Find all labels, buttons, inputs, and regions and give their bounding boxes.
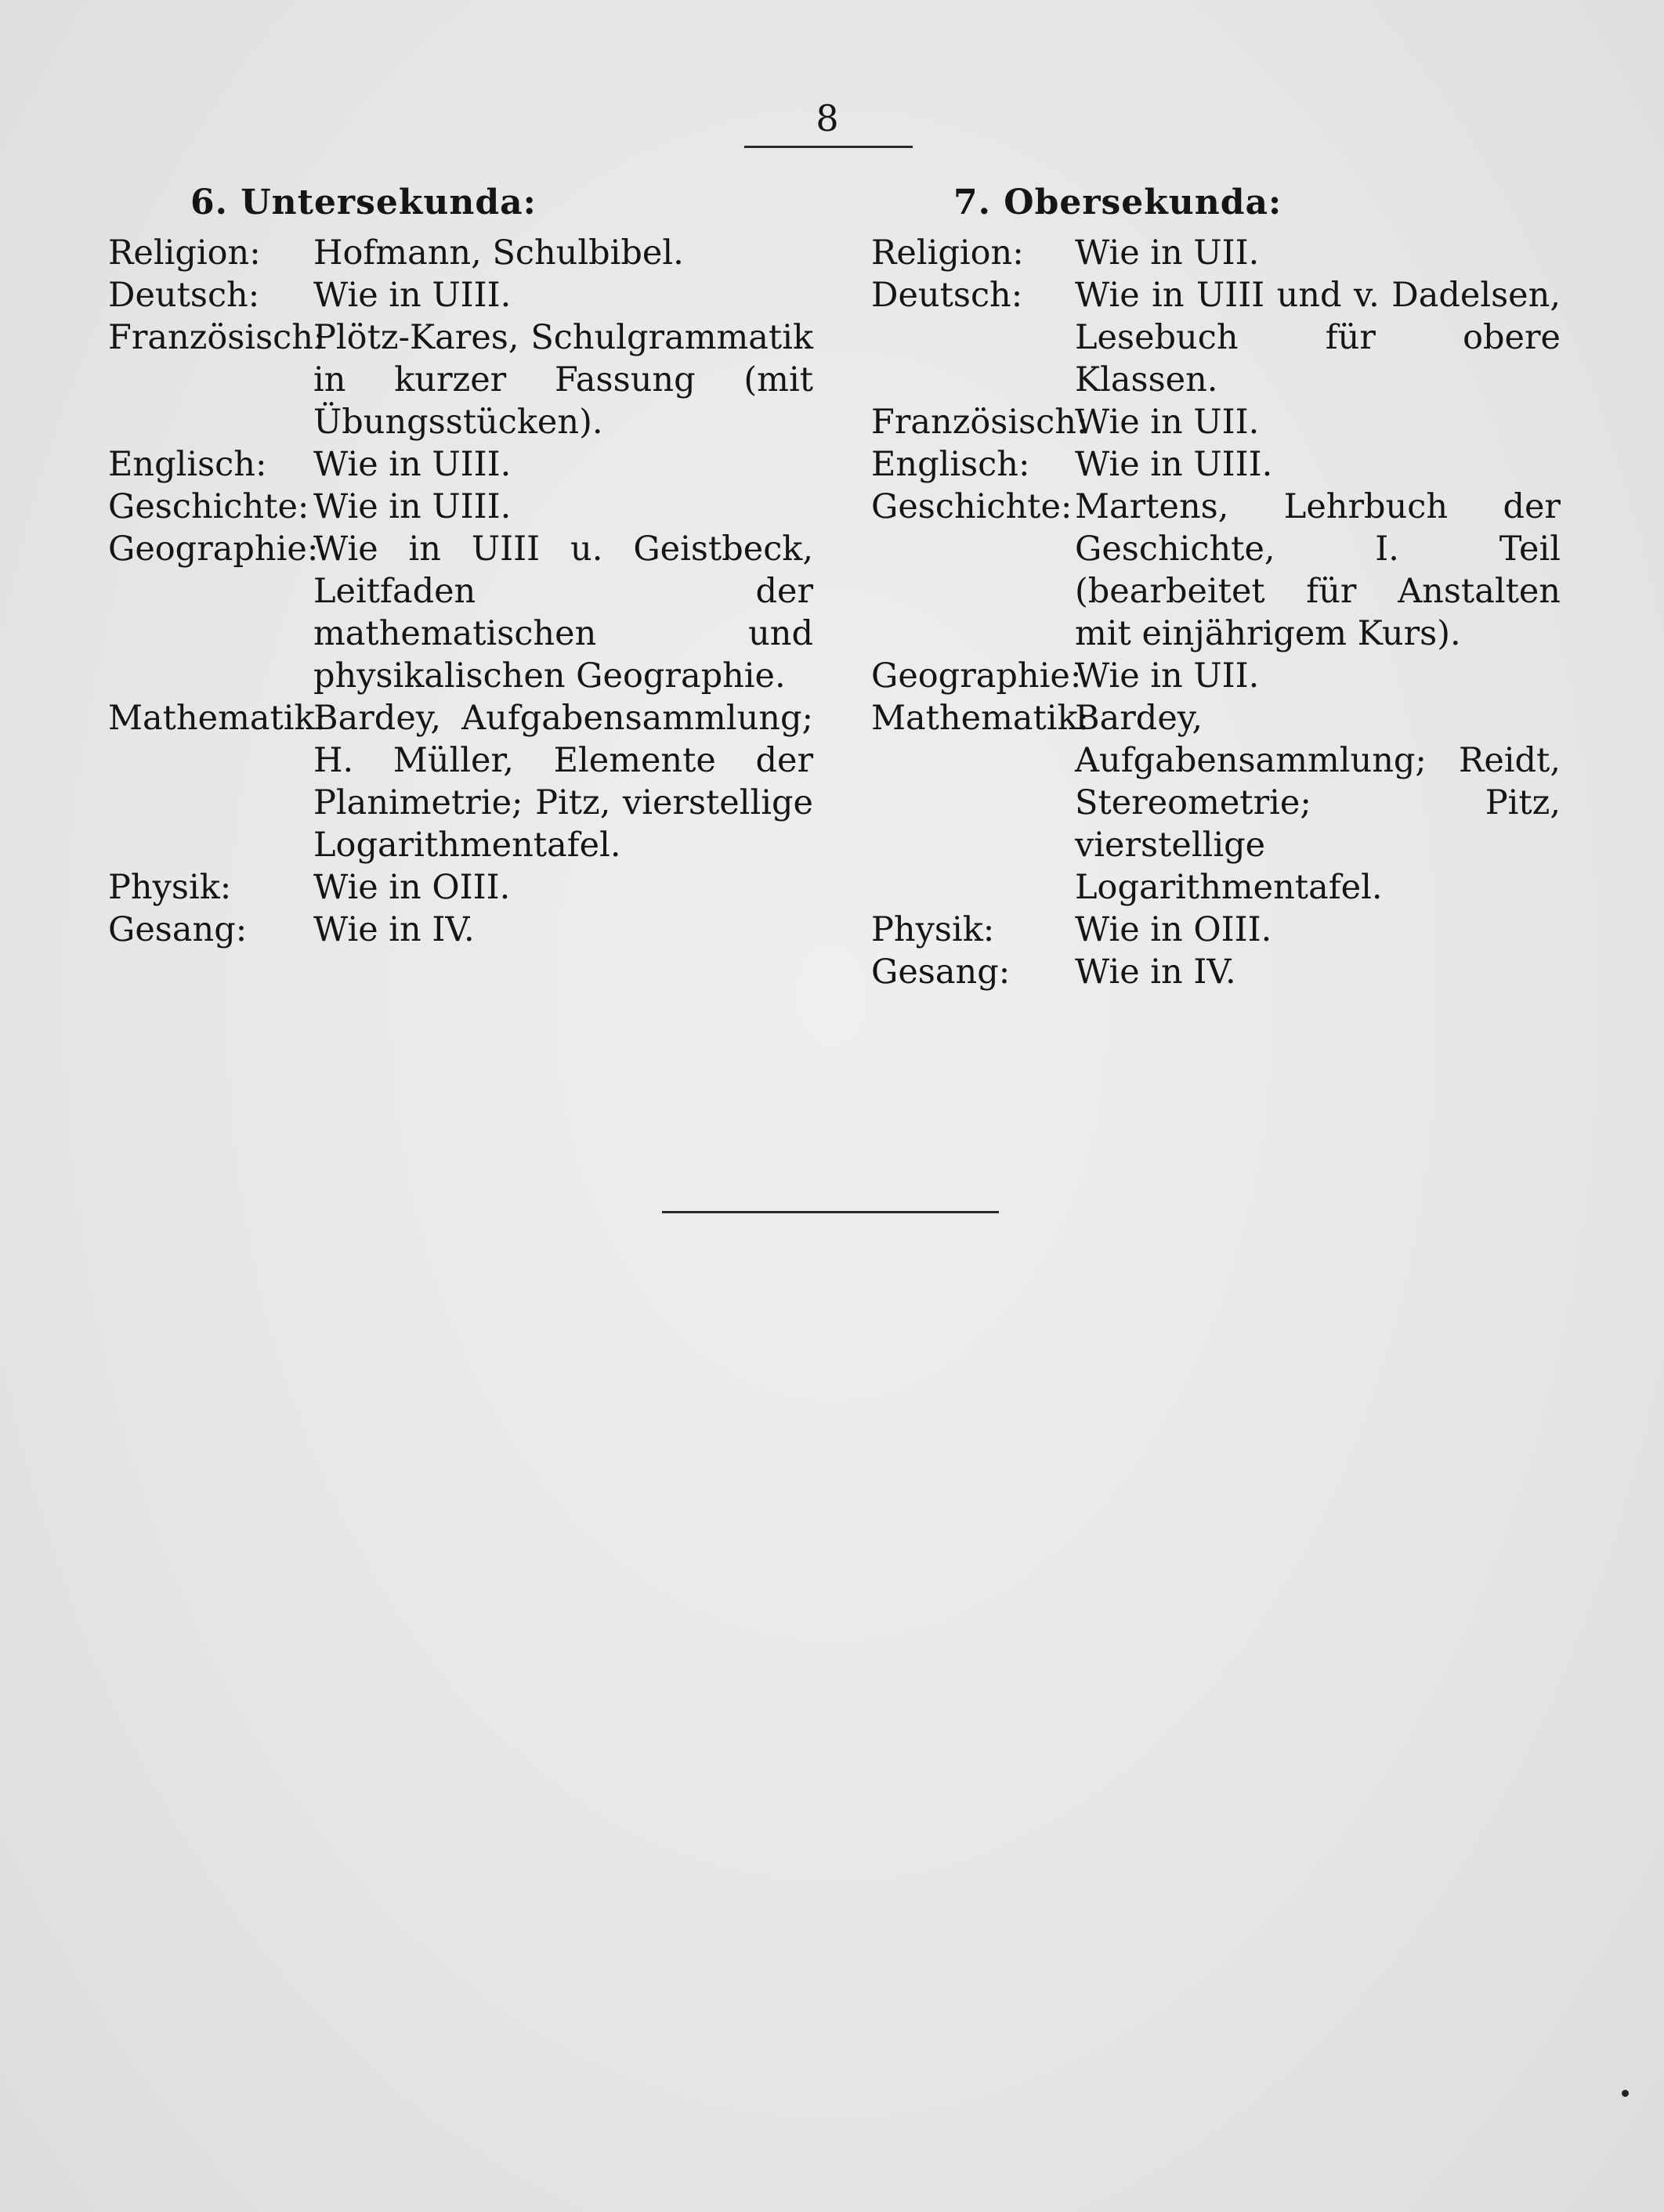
- page-number: 8: [816, 97, 839, 139]
- subject-label: Englisch:: [108, 445, 267, 484]
- book-list: Wie in IV.: [313, 910, 475, 949]
- book-list: Wie in UIII und v. Dadelsen, Lesebuch für obere Klassen.: [1075, 276, 1561, 399]
- book-list: Wie in OIII.: [313, 868, 511, 907]
- entry-row-deutsch: [108, 274, 813, 316]
- section-divider-rule: [662, 1211, 999, 1213]
- subject-label: Französisch:: [871, 403, 1088, 442]
- subject-label: Mathematik:: [871, 699, 1090, 738]
- subject-label: Geschichte:: [108, 487, 309, 526]
- book-list: Wie in OIII.: [1075, 910, 1272, 949]
- book-list: Plötz-Kares, Schulgrammatik in kurzer Fassung (mit Übungsstücken).: [313, 318, 813, 442]
- subject-label: Geographie:: [108, 530, 319, 569]
- entry-row-gesang: [871, 951, 1561, 993]
- book-list: Wie in UII.: [1075, 403, 1260, 442]
- entry-row-franzoesisch: [871, 401, 1561, 443]
- book-list: Wie in UIII.: [313, 445, 512, 484]
- entry-row-mathematik: [871, 697, 1561, 909]
- header-rule: [744, 146, 913, 148]
- book-list: Wie in UIII u. Geistbeck, Leitfaden der mathematischen und physikalischen Geographie.: [313, 530, 813, 696]
- section-heading-untersekunda: 6. Untersekunda:: [190, 183, 537, 222]
- subject-label: Gesang:: [108, 910, 248, 949]
- book-list: Bardey, Aufgabensammlung; H. Müller, Elemente der Planimetrie; Pitz, vierstellige Logarithmentafel.: [313, 699, 813, 865]
- book-list: Wie in UIII.: [313, 487, 512, 526]
- subject-label: Gesang:: [871, 952, 1011, 992]
- entry-row-geographie: [871, 655, 1561, 697]
- left-column: [108, 182, 813, 951]
- entry-row-geographie: [108, 528, 813, 697]
- entry-row-englisch: [871, 443, 1561, 486]
- subject-label: Englisch:: [871, 445, 1030, 484]
- entry-row-physik: [108, 866, 813, 909]
- section-heading-obersekunda: 7. Obersekunda:: [953, 183, 1282, 222]
- entry-row-geschichte: [108, 486, 813, 528]
- entry-row-geschichte: [871, 486, 1561, 655]
- entry-row-englisch: [108, 443, 813, 486]
- entry-row-mathematik: [108, 697, 813, 866]
- book-list: Wie in UII.: [1075, 656, 1260, 696]
- entry-row-physik: [871, 909, 1561, 951]
- entry-row-franzoesisch: [108, 316, 813, 443]
- entry-row-religion: [108, 232, 813, 274]
- subject-label: Physik:: [871, 910, 995, 949]
- book-list: Wie in IV.: [1075, 952, 1236, 992]
- subject-label: Religion:: [871, 233, 1024, 273]
- subject-label: Mathematik:: [108, 699, 327, 738]
- subject-label: Französisch:: [108, 318, 325, 357]
- book-list: Wie in UII.: [1075, 233, 1260, 273]
- book-list: Hofmann, Schulbibel.: [313, 233, 684, 273]
- subject-label: Deutsch:: [871, 276, 1023, 315]
- book-list: Bardey, Aufgabensammlung; Reidt, Stereometrie; Pitz, vierstellige Logarithmentafel.: [1075, 699, 1561, 907]
- subject-label: Deutsch:: [108, 276, 260, 315]
- subject-label: Geschichte:: [871, 487, 1073, 526]
- subject-label: Religion:: [108, 233, 261, 273]
- subject-label: Geographie:: [871, 656, 1082, 696]
- subject-label: Physik:: [108, 868, 232, 907]
- entry-row-religion: [871, 232, 1561, 274]
- book-list: Wie in UIII.: [313, 276, 512, 315]
- entry-row-deutsch: [871, 274, 1561, 401]
- book-list: Martens, Lehrbuch der Geschichte, I. Teil (bearbeitet für Anstalten mit einjährigem Kurs).: [1075, 487, 1561, 653]
- entry-row-gesang: [108, 909, 813, 951]
- book-list: Wie in UIII.: [1075, 445, 1273, 484]
- right-column: [871, 182, 1561, 993]
- ink-speck: [1622, 2090, 1629, 2097]
